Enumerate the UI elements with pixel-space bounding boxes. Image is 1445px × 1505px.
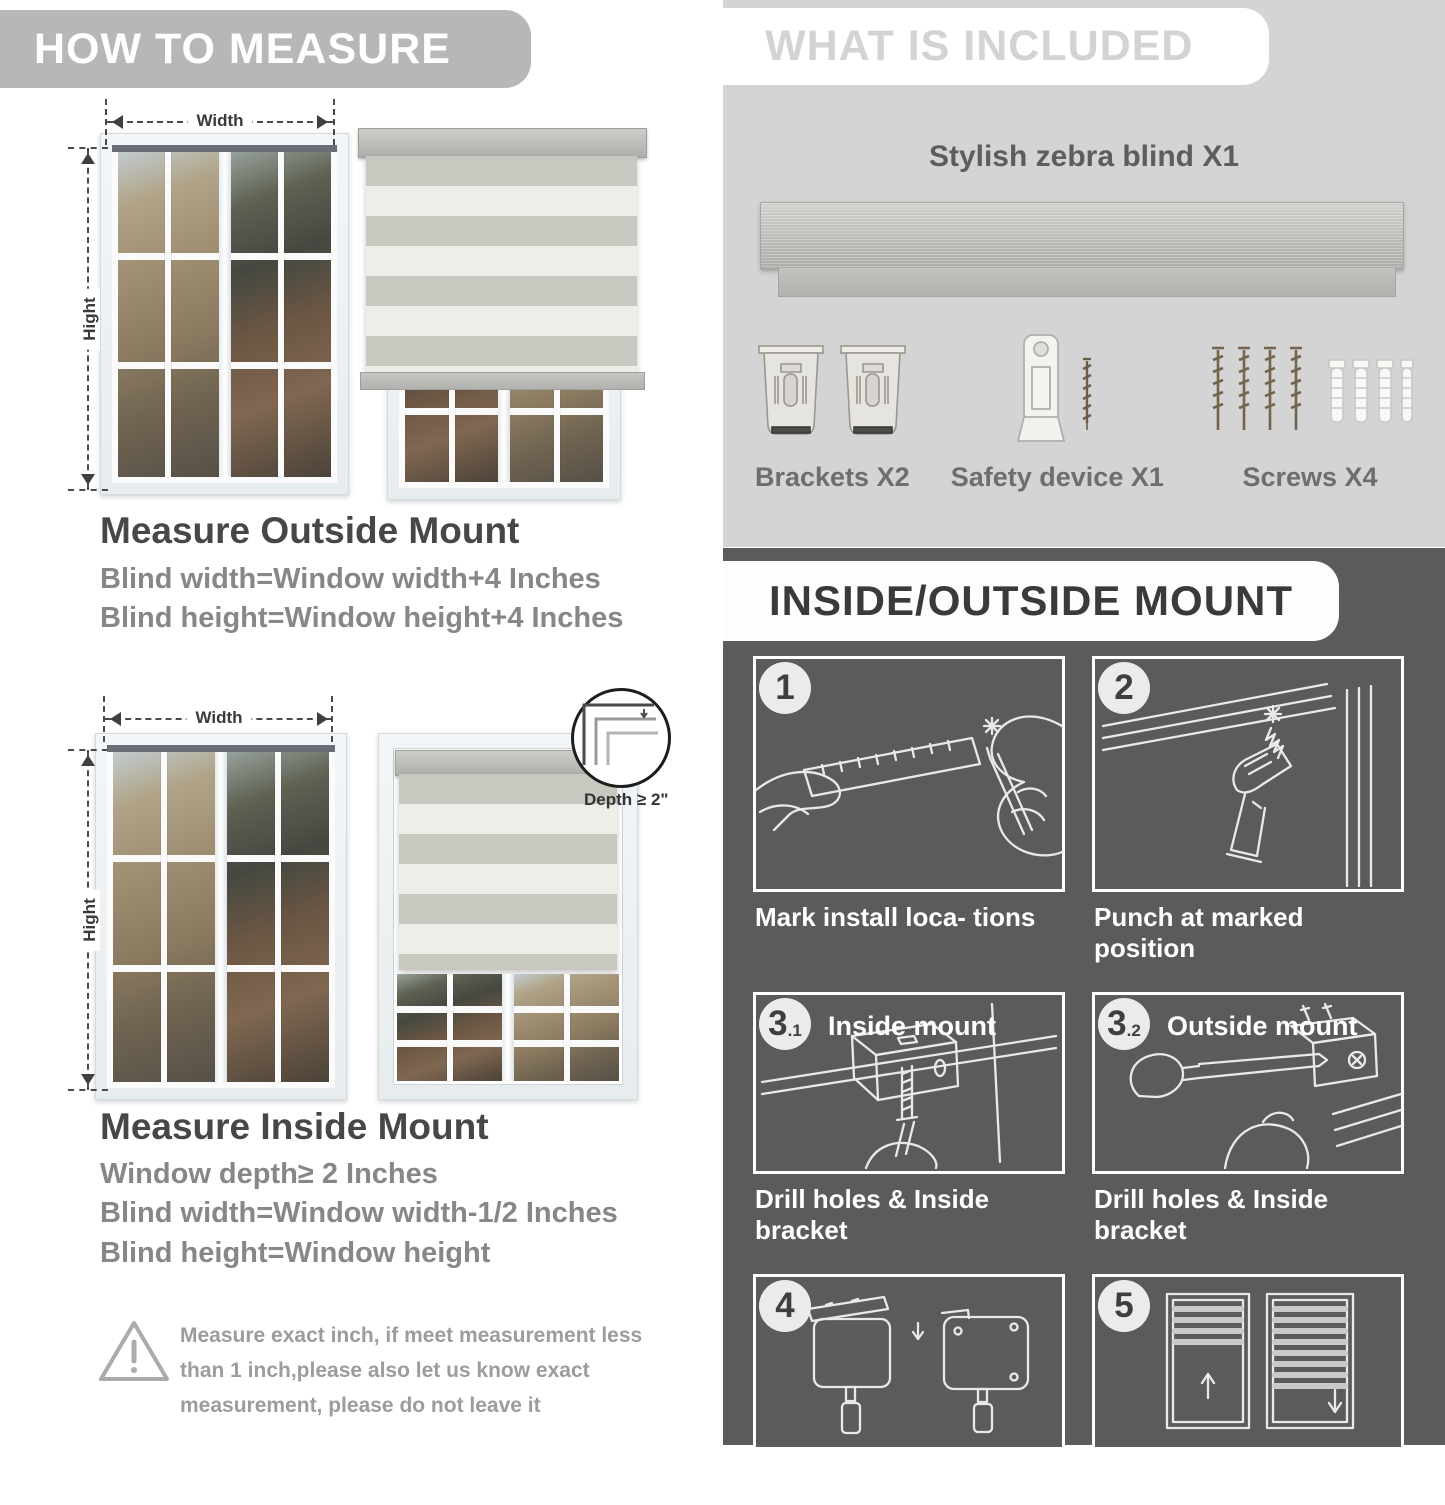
step-1 [753,656,1065,978]
zebra-blind-outside-illustration [355,120,650,498]
step-3-1-badge: 3 .1 [759,998,811,1050]
mount-section-title: INSIDE/OUTSIDE MOUNT [769,577,1294,624]
inside-rule-height: Blind height=Window height [100,1237,491,1269]
width-arrow-inside [105,708,333,727]
included-item-safety-device [951,330,1164,493]
step-4-badge: 4 [759,1280,811,1332]
warning-triangle-icon [96,1316,172,1388]
step-1-panel [753,656,1065,892]
height-label-inside: Hight [80,889,100,950]
inside-mount-title: Measure Inside Mount [100,1106,489,1147]
step-1-badge: 1 [759,662,811,714]
outside-mount-title: Measure Outside Mount [100,510,520,551]
measure-warning-line1: Measure exact inch, if meet measurement less [180,1324,643,1347]
step-2-badge: 2 [1098,662,1150,714]
step-3-2-caption: Drill holes & Inside bracket [1094,1184,1329,1245]
screws-label: Screws X4 [1242,462,1378,492]
how-to-measure-banner [0,10,531,88]
width-label-inside: Width [186,708,251,728]
step-3-1 [753,992,1065,1260]
width-arrow [107,111,333,130]
zebra-blind-inside-illustration [378,733,669,1100]
step-5-badge: 5 [1098,1280,1150,1332]
window-corner-detail-icon [574,691,668,785]
height-arrow-inside [80,750,99,1090]
step-3-2 [1092,992,1404,1260]
step-3-1-caption: Drill holes & Inside bracket [755,1184,990,1245]
step-4-caption: Install the blind [755,1460,946,1490]
outside-rule-height: Blind height=Window height+4 Inches [100,602,624,634]
height-label: Hight [80,288,100,349]
step-2-caption: Punch at marked position [1094,902,1304,963]
brackets-icon [757,334,907,449]
step-1-caption: Mark install loca- tions [755,902,1036,932]
window-photo-outside [100,133,349,495]
window-mullion [219,151,231,477]
step-3-1-title: Inside mount [828,1011,996,1041]
step-3-2-panel [1092,992,1404,1174]
step-5 [1092,1274,1404,1505]
brackets-label: Brackets X2 [755,462,910,492]
window-top-track [112,145,337,152]
step-2 [1092,656,1404,978]
step-5-panel [1092,1274,1404,1450]
product-label: Stylish zebra blind X1 [928,140,1240,173]
screws-icon [1205,334,1415,449]
measure-warning-line2: than 1 inch,please also let us know exact [180,1359,590,1382]
window-sash-right [231,151,332,477]
step-3-2-title: Outside mount [1167,1011,1358,1041]
step-4-panel [753,1274,1065,1450]
blind-headrail-underside [778,268,1396,297]
how-to-measure-title: HOW TO MEASURE [34,24,451,73]
step-4 [753,1274,1065,1505]
included-items-row [755,330,1415,493]
safety-device-label: Safety device X1 [950,462,1164,492]
step-3-2-badge: 3 .2 [1098,998,1150,1050]
blind-fabric [366,156,637,372]
blind-bottom-rail [360,372,645,390]
step-5-caption: Finish [1094,1460,1171,1490]
depth-detail-circle [571,688,671,788]
mount-steps-grid [753,656,1404,1505]
what-is-included-title: WHAT IS INCLUDED [765,22,1194,70]
what-is-included-banner [723,8,1269,85]
mount-instructions-section [723,548,1445,1490]
step-3-1-panel [753,992,1065,1174]
step-2-panel [1092,656,1404,892]
included-item-brackets [755,330,910,493]
depth-label: Depth ≥ 2" [584,790,669,809]
inside-rule-depth: Window depth≥ 2 Inches [100,1158,438,1190]
blind-cassette [358,128,647,158]
width-label: Width [187,111,252,131]
measure-warning-line3: measurement, please do not leave it [180,1394,541,1417]
what-is-included-section [723,0,1445,547]
blind-headrail-image [760,202,1404,270]
safety-device-icon [982,331,1132,451]
included-item-screws [1205,330,1415,493]
window-sash-left [118,151,219,477]
outside-rule-width: Blind width=Window width+4 Inches [100,563,601,595]
mount-section-banner [723,561,1339,641]
inside-rule-width: Blind width=Window width-1/2 Inches [100,1197,618,1229]
window-photo-inside [95,733,347,1100]
height-arrow [80,148,99,490]
